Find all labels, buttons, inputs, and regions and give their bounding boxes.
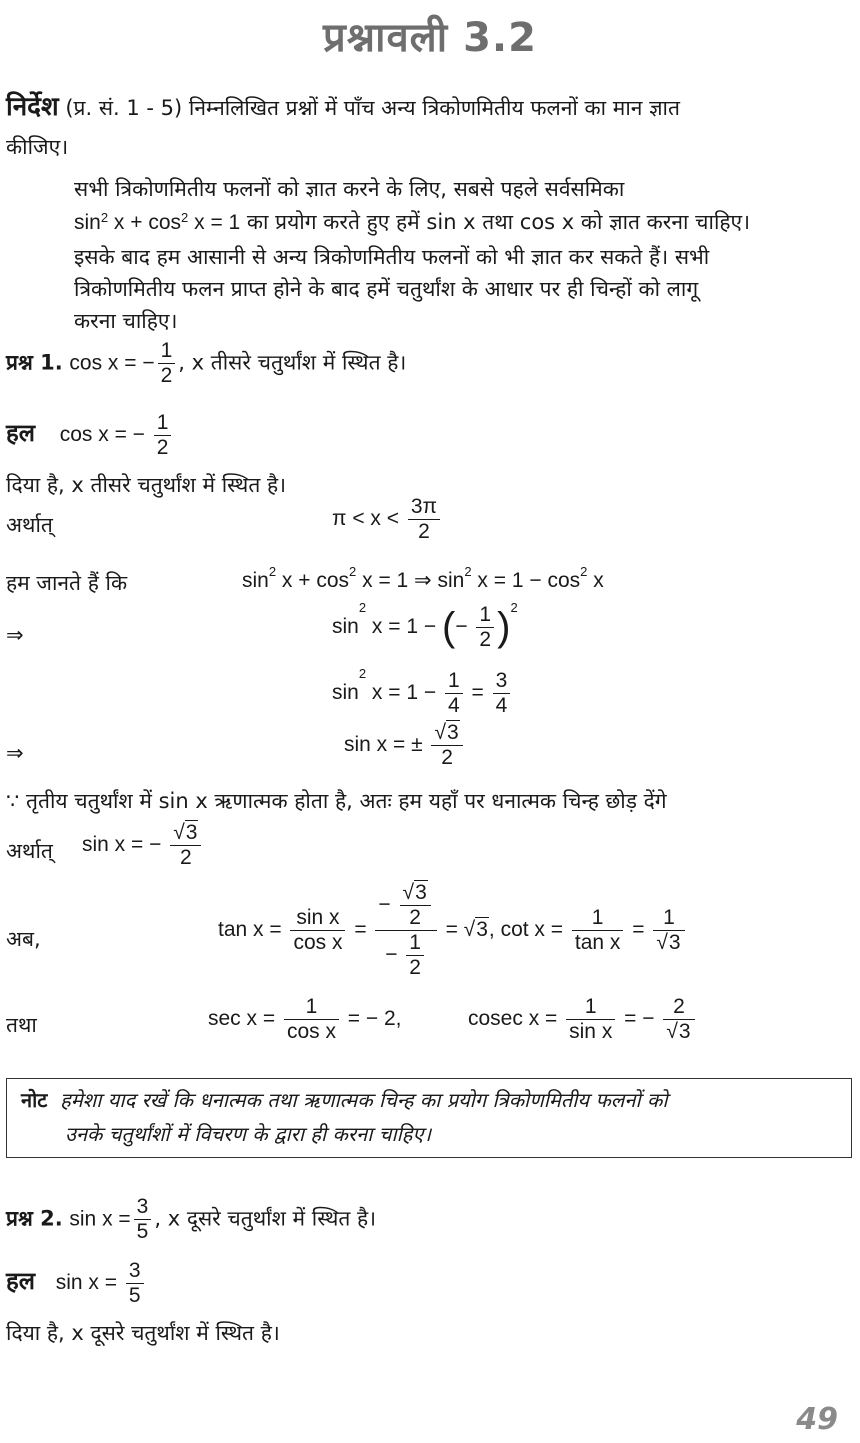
q1-given-eq: cos x = − $\frac{1}{2}$: [60, 423, 175, 446]
q1-because-line: ∵ तृतीय चतुर्थांश में sin x ऋणात्मक होता है, अतः हम यहाँ पर धनात्मक चिन्ह छोड़ देंगे: [6, 789, 667, 813]
q1-sinx-neg: sin x = − $\frac{√3}{2}$: [82, 822, 204, 869]
para-line5: करना चाहिए।: [74, 309, 178, 333]
instruction-line2: कीजिए।: [6, 135, 69, 159]
q2-statement: [6, 1196, 376, 1243]
q2-sol-label: हल: [6, 1267, 36, 1296]
instruction-label: निर्देश: [6, 92, 59, 122]
q1-arthat-label-2: अर्थात्: [6, 839, 53, 863]
q2-stmt-post: , x दूसरे चतुर्थांश में स्थित है।: [154, 1206, 377, 1231]
note-box: [6, 1078, 852, 1158]
q2-given-eq: sin x = $\frac{3}{5}$: [56, 1271, 147, 1294]
q2-solution-start: [6, 1260, 147, 1307]
q1-stmt-post: , x तीसरे चतुर्थांश में स्थित है।: [178, 350, 407, 375]
q2-label: प्रश्न 2.: [6, 1206, 63, 1231]
instruction-line1: [6, 90, 680, 125]
fraction: $\frac{3}{5}$: [134, 1196, 152, 1243]
para-line2: [74, 205, 750, 240]
page-number: 49: [796, 1402, 838, 1437]
q1-identity: $\sin^2 x + \cos^2 x = 1$ ⇒ $\sin^2 x = 1 - \cos^2 x$: [242, 564, 604, 592]
q1-tatha: तथा: [6, 1013, 37, 1037]
q1-range: π < x < $\frac{3\pi}{2}$: [332, 496, 443, 543]
q1-sol-label: हल: [6, 419, 36, 448]
identity: $\sin^2 x + \cos^2 x = 1$: [74, 210, 241, 234]
note-line2: उनके चतुर्थांशों में विचरण के द्वारा ही करना चाहिए।: [65, 1122, 432, 1146]
q2-stmt-pre: sin x =: [69, 1207, 131, 1231]
instruction-text: (प्र. सं. 1 - 5) निम्नलिखित प्रश्नों में पाँच अन्य त्रिकोणमितीय फलनों का मान ज्ञात: [65, 96, 680, 120]
q1-sinx-pm: sin x = ± $\frac{√3}{2}$: [344, 722, 466, 769]
note-label: नोट: [21, 1088, 48, 1112]
para-line1: सभी त्रिकोणमितीय फलनों को ज्ञात करने के लिए, सबसे पहले सर्वसमिका: [74, 177, 625, 201]
fraction: $\frac{1}{2}$: [158, 340, 176, 387]
q1-stmt-pre: cos x = −: [69, 351, 155, 375]
q1-given: दिया है, x तीसरे चतुर्थांश में स्थित है।: [6, 473, 287, 497]
q1-sec: sec x = $\frac{1}{\text{cos x}}$ = − 2,: [208, 995, 402, 1044]
q1-ab: अब,: [6, 927, 41, 951]
q1-label: प्रश्न 1.: [6, 350, 63, 375]
q1-ham-jaante: हम जानते हैं कि: [6, 571, 128, 595]
implies-symbol: ⇒: [6, 741, 24, 765]
q1-step2: $\sin^2 x = 1$ − $\frac{1}{4}$ = $\frac{3}{4}$: [332, 670, 513, 717]
para-line3: इसके बाद हम आसानी से अन्य त्रिकोणमितीय फलनों को भी ज्ञात कर सकते हैं। सभी: [74, 245, 710, 269]
q1-arthat-label: अर्थात्: [6, 513, 53, 537]
para-line4: त्रिकोणमितीय फलन प्राप्त होने के बाद हमें चतुर्थांश के आधार पर ही चिन्हों को लागू: [74, 277, 699, 301]
note-text-1: हमेशा याद रखें कि धनात्मक तथा ऋणात्मक चिन्ह का प्रयोग त्रिकोणमितीय फलनों को: [60, 1088, 668, 1112]
q1-tan-cot: tan x = $\frac{\text{sin x}}{\text{cos x}}$ = − $\frac{√3}{2}$ − $\frac{1}{2}$ = √3, cot x = $\frac{1}{\text{tan x}}$ = $\frac{1}{√3}$: [218, 882, 688, 979]
note-line1: [21, 1083, 837, 1117]
para-line2-text: का प्रयोग करते हुए हमें sin x तथा cos x को ज्ञात करना चाहिए।: [246, 210, 751, 234]
q1-cosec: cosec x = $\frac{1}{\text{sin x}}$ = − $\frac{2}{√3}$: [468, 996, 698, 1043]
q1-step1: $\sin^2 x = 1$ − (− $\frac{1}{2}$ )$^2$: [332, 600, 518, 652]
q1-statement: [6, 340, 406, 387]
q1-solution-start: [6, 412, 174, 459]
implies-symbol: ⇒: [6, 623, 24, 647]
page-title: प्रश्नावली 3.2: [323, 15, 537, 61]
q2-given: दिया है, x दूसरे चतुर्थांश में स्थित है।: [6, 1321, 280, 1345]
